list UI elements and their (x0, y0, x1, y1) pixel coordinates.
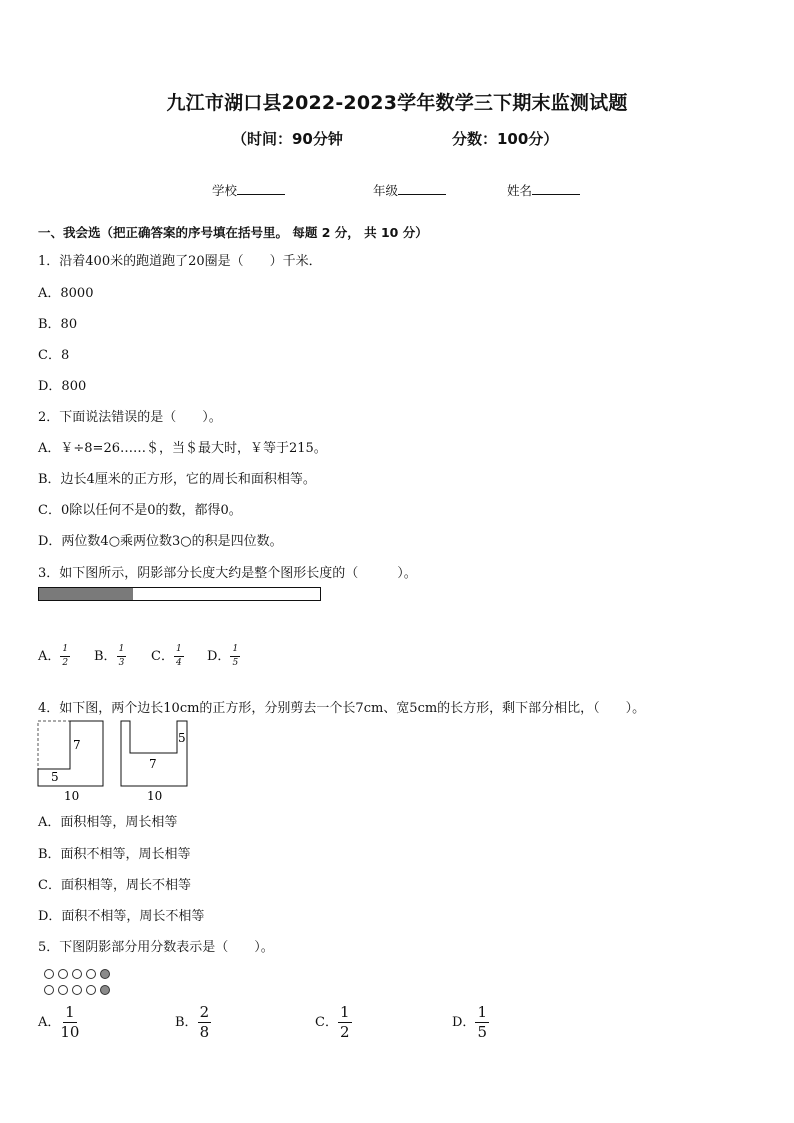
fraction-denominator: 5 (232, 658, 239, 668)
q3-option-a-fraction (60, 645, 70, 668)
fig1-side-label: 7 (73, 738, 81, 752)
shaded-circle (101, 986, 110, 995)
q3-option-a[interactable] (38, 645, 70, 668)
empty-circle (87, 986, 96, 995)
empty-circle (73, 986, 82, 995)
q2-option-a[interactable]: A．￥÷8=26……＄，当＄最大时，￥等于215。 (38, 441, 327, 456)
q3-option-b[interactable] (94, 645, 126, 668)
q4-option-c[interactable]: C．面积相等，周长不相等 (38, 878, 191, 893)
q4-option-b[interactable]: B．面积不相等，周长相等 (38, 847, 191, 862)
q3-option-d-fraction (230, 645, 240, 668)
shaded-circle (101, 970, 110, 979)
fraction-denominator: 2 (62, 658, 69, 668)
school-field (212, 181, 285, 199)
fraction-numerator: 1 (117, 645, 127, 657)
q5-option-b-letter: B． (175, 1015, 198, 1030)
fraction-denominator: 5 (477, 1023, 487, 1041)
name-blank[interactable] (532, 182, 580, 195)
fraction-numerator: 1 (174, 645, 184, 657)
fraction-numerator: 1 (65, 1003, 75, 1021)
q3-option-c-letter: C． (151, 649, 174, 664)
q3-option-d-letter: D． (207, 649, 231, 664)
fraction-numerator: 2 (199, 1003, 210, 1021)
exam-score: 分数：100分） (452, 130, 559, 148)
q5-option-a-letter: A． (38, 1015, 61, 1030)
fig1-inner-label: 5 (51, 770, 59, 784)
q1-stem: 1．沿着400米的跑道跑了20圈是（ ）千米． (38, 254, 322, 269)
q2-option-c[interactable]: C．0除以任何不是0的数，都得0。 (38, 503, 242, 518)
section-heading: 一、我会选（把正确答案的序号填在括号里。 每题 2 分， 共 10 分） (38, 225, 428, 240)
q5-circles-figure (42, 966, 122, 1000)
school-blank[interactable] (237, 182, 285, 195)
fig1-base-label: 10 (64, 789, 80, 803)
q3-option-c-fraction (174, 645, 184, 668)
empty-circle (45, 986, 54, 995)
empty-circle (73, 970, 82, 979)
fraction-numerator: 1 (477, 1003, 487, 1021)
q2-option-d[interactable]: D．两位数4○乘两位数3○的积是四位数。 (38, 534, 283, 549)
fraction-denominator: 10 (60, 1023, 80, 1041)
empty-circle (59, 970, 68, 979)
q5-option-a[interactable] (38, 1005, 79, 1040)
q3-option-c[interactable] (151, 645, 184, 668)
q2-stem: 2．下面说法错误的是（ ）。 (38, 410, 222, 425)
name-label: 姓名 (507, 183, 533, 198)
fig2-inner-label: 7 (149, 757, 157, 771)
q5-option-d[interactable] (452, 1005, 489, 1040)
q3-stem: 3．如下图所示，阴影部分长度大约是整个图形长度的（ ）。 (38, 566, 417, 581)
q5-option-b-fraction (198, 1005, 212, 1040)
q3-option-b-fraction (117, 645, 127, 668)
q4-option-a[interactable]: A．面积相等，周长相等 (38, 815, 178, 830)
exam-time: （时间：90分钟 (232, 130, 343, 148)
fraction-denominator: 3 (118, 658, 125, 668)
q1-option-d[interactable]: D．800 (38, 379, 87, 394)
q4-option-d[interactable]: D．面积不相等，周长不相等 (38, 909, 205, 924)
q5-option-b[interactable] (175, 1005, 211, 1040)
school-label: 学校 (212, 183, 238, 198)
q3-option-d[interactable] (207, 645, 240, 668)
empty-circle (45, 970, 54, 979)
q4-figures (36, 718, 196, 804)
fraction-numerator: 1 (230, 645, 240, 657)
grade-label: 年级 (373, 183, 399, 198)
q1-option-c[interactable]: C．8 (38, 348, 70, 363)
fraction-numerator: 1 (339, 1003, 350, 1021)
fig1-remaining-shape (38, 721, 103, 786)
q5-option-c[interactable] (315, 1005, 352, 1040)
q3-bar-shaded (39, 588, 133, 600)
fraction-numerator: 1 (60, 645, 70, 657)
grade-field (373, 181, 446, 199)
q5-option-d-fraction (475, 1005, 489, 1040)
q1-option-a[interactable]: A．8000 (38, 286, 94, 301)
q3-option-a-letter: A． (38, 649, 61, 664)
q5-option-d-letter: D． (452, 1015, 476, 1030)
q5-option-c-letter: C． (315, 1015, 338, 1030)
q1-option-b[interactable]: B．80 (38, 317, 78, 332)
q3-option-b-letter: B． (94, 649, 117, 664)
fraction-denominator: 8 (199, 1023, 210, 1041)
name-field (507, 181, 580, 199)
q4-figure-2 (121, 721, 187, 803)
fraction-denominator: 4 (175, 658, 182, 668)
empty-circle (87, 970, 96, 979)
q4-stem: 4．如下图，两个边长10cm的正方形，分别剪去一个长7cm、宽5cm的长方形，剩下部分相比，（ ）。 (38, 701, 646, 716)
fig2-side-label: 5 (178, 731, 186, 745)
grade-blank[interactable] (398, 182, 446, 195)
fraction-denominator: 2 (339, 1023, 350, 1041)
q3-bar (38, 587, 321, 601)
q4-figure-1 (38, 721, 103, 803)
q5-option-a-fraction (60, 1005, 79, 1040)
q5-stem: 5．下图阴影部分用分数表示是（ ）。 (38, 940, 274, 955)
page-title: 九江市湖口县2022-2023学年数学三下期末监测试题 (166, 92, 628, 114)
empty-circle (59, 986, 68, 995)
fig2-base-label: 10 (147, 789, 163, 803)
q5-option-c-fraction (338, 1005, 352, 1040)
q2-option-b[interactable]: B．边长4厘米的正方形，它的周长和面积相等。 (38, 472, 316, 487)
